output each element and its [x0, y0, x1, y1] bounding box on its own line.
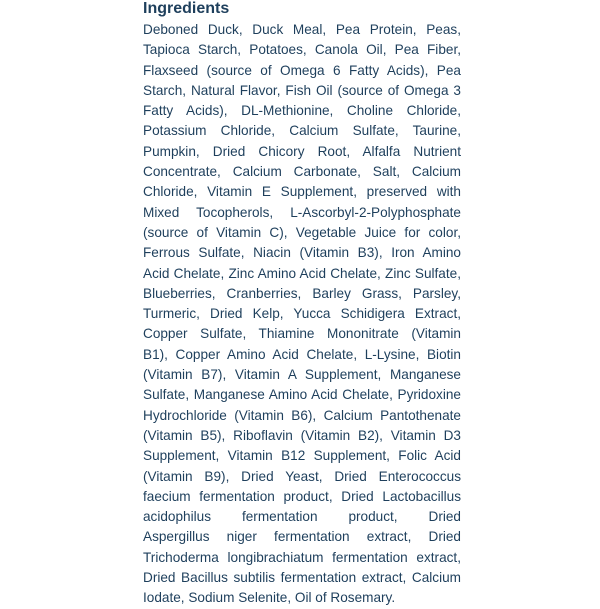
- ingredients-line: Flaxseed (source of Omega 6 Fatty Acids), Pea: [143, 62, 461, 78]
- ingredients-line: (Vitamin B5), Riboflavin (Vitamin B2), Vitamin D3: [143, 427, 461, 443]
- ingredients-line: Concentrate, Calcium Carbonate, Salt, Calcium: [143, 164, 461, 180]
- ingredients-line: Ferrous Sulfate, Niacin (Vitamin B3), Iron Amino: [143, 245, 461, 261]
- ingredients-line: Supplement, Vitamin B12 Supplement, Folic Acid: [143, 448, 461, 464]
- ingredients-line: Aspergillus niger fermentation extract, Dried: [143, 529, 461, 545]
- ingredients-line: Fatty Acids), DL-Methionine, Choline Chloride,: [143, 103, 461, 119]
- ingredients-line: Mixed Tocopherols, L-Ascorbyl-2-Polyphosphate: [143, 204, 461, 220]
- ingredients-line: Sulfate, Manganese Amino Acid Chelate, Pyridoxine: [143, 387, 461, 403]
- ingredients-line: Tapioca Starch, Potatoes, Canola Oil, Pea Fiber,: [143, 42, 461, 58]
- ingredients-line: Chloride, Vitamin E Supplement, preserved with: [143, 184, 461, 200]
- ingredients-line: Pumpkin, Dried Chicory Root, Alfalfa Nutrient: [143, 143, 461, 159]
- ingredients-line: Dried Bacillus subtilis fermentation extract, Calcium: [143, 570, 461, 586]
- ingredients-line: Turmeric, Dried Kelp, Yucca Schidigera Extract,: [143, 306, 461, 322]
- ingredients-line: acidophilus fermentation product, Dried: [143, 509, 461, 525]
- ingredients-list: [143, 20, 461, 609]
- ingredients-line: Iodate, Sodium Selenite, Oil of Rosemary.: [143, 590, 396, 606]
- ingredients-line: Potassium Chloride, Calcium Sulfate, Taurine,: [143, 123, 461, 139]
- ingredients-line: Trichoderma longibrachiatum fermentation extract,: [143, 549, 461, 565]
- ingredients-line: Hydrochloride (Vitamin B6), Calcium Pantothenate: [143, 407, 461, 423]
- ingredients-line: Copper Sulfate, Thiamine Mononitrate (Vitamin: [143, 326, 461, 342]
- ingredients-line: Blueberries, Cranberries, Barley Grass, Parsley,: [143, 285, 461, 301]
- ingredients-line: faecium fermentation product, Dried Lactobacillus: [143, 488, 461, 504]
- ingredients-line: (Vitamin B9), Dried Yeast, Dried Enterococcus: [143, 468, 461, 484]
- ingredients-line: B1), Copper Amino Acid Chelate, L-Lysine, Biotin: [143, 346, 461, 362]
- ingredients-line: Starch, Natural Flavor, Fish Oil (source of Omega 3: [143, 82, 461, 98]
- ingredients-line: (source of Vitamin C), Vegetable Juice for color,: [143, 224, 461, 240]
- ingredients-line: Deboned Duck, Duck Meal, Pea Protein, Peas,: [143, 22, 461, 37]
- ingredients-heading: Ingredients: [143, 0, 230, 17]
- ingredients-line: Acid Chelate, Zinc Amino Acid Chelate, Zinc Sulfate,: [143, 265, 461, 281]
- ingredients-line: (Vitamin B7), Vitamin A Supplement, Manganese: [143, 367, 461, 383]
